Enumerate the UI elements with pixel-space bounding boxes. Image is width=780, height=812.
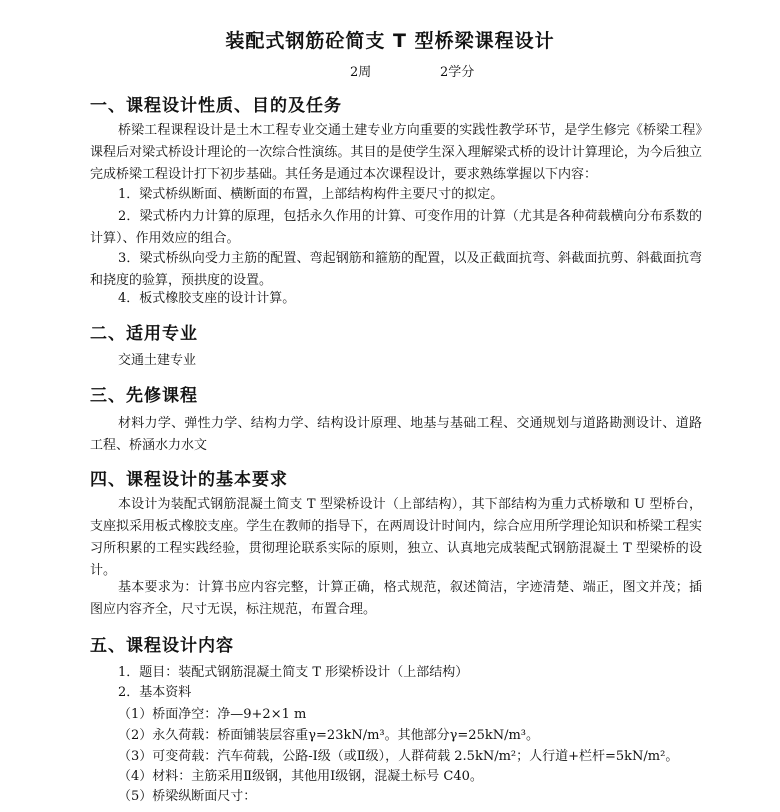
section-1-item-4: 4．板式橡胶支座的设计计算。 [118,291,296,306]
credits-label: 2学分 [440,65,475,80]
section-2-heading: 二、适用专业 [90,324,198,344]
document-title: 装配式钢筋砼简支 T 型桥梁课程设计 [225,30,555,52]
section-4-heading: 四、课程设计的基本要求 [90,470,288,490]
section-5-line-1: 1．题目：装配式钢筋混凝土简支 T 形梁桥设计（上部结构） [118,665,469,680]
section-1-item-3: 3．梁式桥纵向受力主筋的配置、弯起钢筋和箍筋的配置，以及正截面抗弯、斜截面抗剪、斜截面抗弯和挠度的验算，预拱度的设置。 [90,251,702,288]
section-5-heading: 五、课程设计内容 [90,636,234,656]
section-5-line-4: （2）永久荷载：桥面铺装层容重γ=23kN/m³。其他部分γ=25kN/m³。 [118,728,540,743]
section-1-item-2: 2．梁式桥内力计算的原理，包括永久作用的计算、可变作用的计算（尤其是各种荷载横向分布系数的计算）、作用效应的组合。 [90,209,702,246]
section-5-line-5: （3）可变荷载：汽车荷载，公路-Ⅰ级（或Ⅱ级），人群荷载 2.5kN/m²；人行道+栏杆=5kN/m²。 [118,749,679,764]
duration-label: 2周 [350,65,372,80]
section-5-line-3: （1）桥面净空：净—9+2×1 m [118,707,307,722]
course-meta [0,61,780,81]
section-5-line-6: （4）材料：主筋采用Ⅱ级钢，其他用Ⅰ级钢，混凝土标号 C40。 [118,769,483,784]
section-4-paragraph-1: 本设计为装配式钢筋混凝土简支 T 型梁桥设计（上部结构），其下部结构为重力式桥墩和 U 型桥台，支座拟采用板式橡胶支座。学生在教师的指导下，在两周设计时间内，综合应用所学理论知识和桥梁工程实习所积累的工程实践经验，贯彻理论联系实际的原则，独立、认真地完成装配式钢筋混凝土 T 型梁桥的设计。 [90,497,702,578]
section-3-text: 材料力学、弹性力学、结构力学、结构设计原理、地基与基础工程、交通规划与道路勘测设计、道路工程、桥涵水力水文 [90,416,702,453]
section-1-paragraph: 桥梁工程课程设计是土木工程专业交通土建专业方向重要的实践性教学环节，是学生修完《桥梁工程》课程后对梁式桥设计理论的一次综合性演练。其目的是使学生深入理解梁式桥的设计计算理论，为今后独立完成桥梁工程设计打下初步基础。其任务是通过本次课程设计，要求熟练掌握以下内容： [90,123,702,182]
section-3-heading: 三、先修课程 [90,386,198,406]
section-4-paragraph-2: 基本要求为：计算书应内容完整，计算正确，格式规范，叙述简洁，字迹清楚、端正，图文并茂；插图应内容齐全，尺寸无误，标注规范，布置合理。 [90,580,702,617]
section-1-item-1: 1．梁式桥纵断面、横断面的布置，上部结构构件主要尺寸的拟定。 [118,187,504,202]
section-5-line-2: 2．基本资料 [118,685,192,700]
section-2-text: 交通土建专业 [118,353,197,368]
section-5-line-7: （5）桥梁纵断面尺寸： [118,789,257,804]
section-1-heading: 一、课程设计性质、目的及任务 [90,96,342,116]
